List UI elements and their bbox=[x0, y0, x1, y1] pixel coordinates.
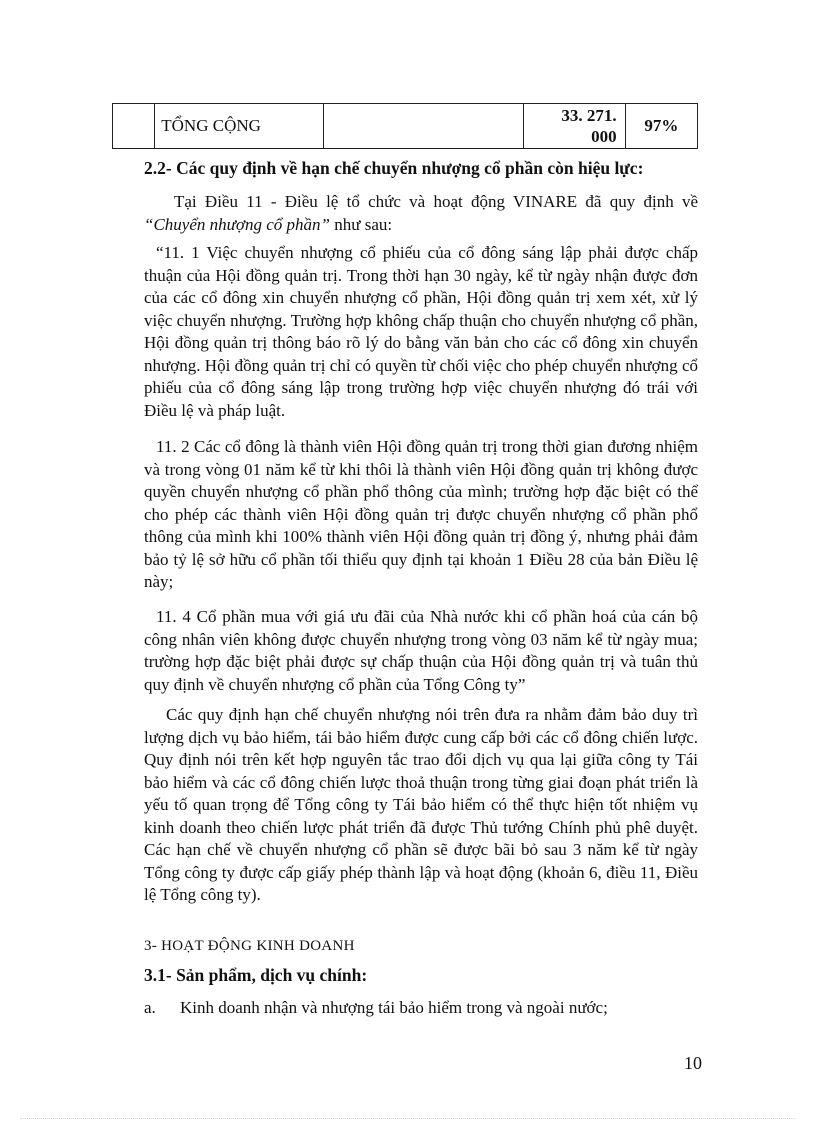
intro-italic-term: “Chuyển nhượng cổ phần” bbox=[144, 214, 330, 234]
page-bottom-divider bbox=[20, 1118, 796, 1119]
section-3-heading: 3- HOẠT ĐỘNG KINH DOANH bbox=[144, 938, 355, 954]
section-2-2-intro bbox=[144, 191, 698, 236]
total-row bbox=[113, 104, 698, 149]
total-table bbox=[112, 103, 698, 149]
clause-11-1: “11. 1 Việc chuyển nhượng cổ phiếu của cổ đông sáng lập phải được chấp thuận của Hội đồng quản trị. Trong thời hạn 30 ngày, kể từ ngày nhận được đơn của các cổ đông xin chuyển nhượng cổ phần, Hội đồng quản trị xem xét, xử lý việc chuyển nhượng. Trường hợp không chấp thuận cho chuyển nhượng cổ phần, Hội đồng quản trị thông báo rõ lý do bằng văn bản cho các cổ đông xin chuyển nhượng. Hội đồng quản trị chỉ có quyền từ chối việc cho phép chuyển nhượng cổ phiếu của cổ đông sáng lập trong trường hợp việc chuyển nhượng đó trái với Điều lệ và pháp luật. bbox=[144, 243, 698, 420]
list-marker: a. bbox=[144, 998, 156, 1017]
total-label: TỔNG CỘNG bbox=[155, 104, 324, 149]
empty-cell bbox=[113, 104, 155, 149]
page-number: 10 bbox=[684, 1053, 702, 1073]
total-amount bbox=[523, 104, 625, 149]
section-2-2-heading: 2.2- Các quy định về hạn chế chuyển nhượng cổ phần còn hiệu lực: bbox=[144, 158, 644, 178]
clause-11-2: 11. 2 Các cổ đông là thành viên Hội đồng quản trị trong thời gian đương nhiệm và trong vòng 01 năm kể từ khi thôi là thành viên Hội đồng quản trị không được quyền chuyển nhượng cổ phần phổ thông của mình; trường hợp đặc biệt có thể cho phép các thành viên Hội đồng quản trị được chuyển nhượng cổ phần phổ thông của mình khi 100% thành viên Hội đồng quản trị đồng ý, nhưng phải đảm bảo tỷ lệ sở hữu cổ phần tối thiểu quy định tại khoản 1 Điều 28 của bản Điều lệ này; bbox=[144, 437, 698, 591]
section-3-1-heading: 3.1- Sản phẩm, dịch vụ chính: bbox=[144, 965, 368, 985]
list-item-text: Kinh doanh nhận và nhượng tái bảo hiểm trong và ngoài nước; bbox=[180, 998, 608, 1017]
total-percent: 97% bbox=[625, 104, 697, 149]
intro-text-end: như sau: bbox=[329, 214, 393, 234]
list-item-a bbox=[144, 997, 698, 1020]
total-amount-line1: 33. 271. bbox=[561, 106, 617, 125]
empty-cell bbox=[324, 104, 524, 149]
total-amount-line2: 000 bbox=[591, 127, 617, 146]
clause-11-4: 11. 4 Cổ phần mua với giá ưu đãi của Nhà nước khi cổ phần hoá của cán bộ công nhân viên không được chuyển nhượng trong vòng 03 năm kể từ ngày mua; trường hợp đặc biệt phải được sự chấp thuận của Hội đồng quản trị và tuân thủ quy định về chuyển nhượng cổ phần của Tổng Công ty” bbox=[144, 607, 698, 694]
intro-text: Tại Điều 11 - Điều lệ tổ chức và hoạt động VINARE đã quy định về bbox=[174, 192, 698, 211]
commentary-paragraph: Các quy định hạn chế chuyển nhượng nói trên đưa ra nhằm đảm bảo duy trì lượng dịch vụ bảo hiểm, tái bảo hiểm được cung cấp bởi các cổ đông chiến lược. Quy định nói trên kết hợp nguyên tắc trao đổi dịch vụ qua lại giữa công ty Tái bảo hiểm và các cổ đông chiến lược thoả thuận trong từng giai đoạn phát triển là yếu tố quan trọng để Tổng công ty Tái bảo hiểm có thể thực hiện tốt nhiệm vụ kinh doanh theo chiến lược phát triển đã được Thủ tướng Chính phủ phê duyệt. Các hạn chế về chuyển nhượng cổ phần sẽ được bãi bỏ sau 3 năm kể từ ngày Tổng công ty được cấp giấy phép thành lập và hoạt động (khoản 6, điều 11, Điều lệ Tổng công ty). bbox=[144, 705, 698, 904]
